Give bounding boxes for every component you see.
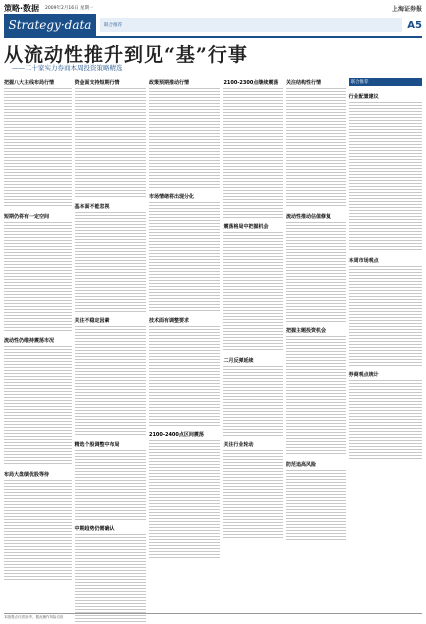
article-title: 基本面不能忽视 bbox=[74, 204, 110, 210]
article-body bbox=[149, 88, 220, 188]
article-body bbox=[286, 88, 346, 208]
section-logo: Strategy·data bbox=[4, 14, 96, 36]
article-title: 2100-2400点区间震荡 bbox=[148, 432, 204, 438]
article-title: 关注结构性行情 bbox=[286, 80, 322, 86]
article-title: 关注行业轮动 bbox=[223, 442, 254, 448]
article-title: 中期趋势仍需确认 bbox=[74, 526, 115, 532]
article-title: 市场情绪将出现分化 bbox=[148, 194, 194, 200]
column-5 bbox=[286, 76, 346, 624]
article-title: 震荡格局中把握机会 bbox=[223, 224, 269, 230]
column-2 bbox=[75, 76, 146, 624]
article-title: 把握主题投资机会 bbox=[286, 328, 327, 334]
section-name: 策略·数据 bbox=[4, 3, 40, 13]
article-title: 政策预期推动行情 bbox=[148, 80, 189, 86]
banner-strip: 联合推荐 bbox=[100, 18, 402, 32]
article-body bbox=[349, 102, 422, 252]
article-body bbox=[75, 450, 146, 520]
sub-headline: ——二十家实力券商本周投资策略精选 bbox=[12, 64, 123, 72]
article-title: 布局大盘绩优股等待 bbox=[4, 472, 50, 478]
main-headline: 从流动性推升到见“基”行事 bbox=[4, 44, 248, 66]
column-1 bbox=[4, 76, 72, 624]
page-number: A5 bbox=[407, 19, 422, 31]
column-4 bbox=[223, 76, 283, 624]
article-body bbox=[75, 88, 146, 198]
article-title: 资金面支持短期行情 bbox=[74, 80, 120, 86]
top-bar bbox=[4, 2, 422, 14]
article-body bbox=[149, 440, 220, 560]
article-title: 把握八大主线布局行情 bbox=[4, 80, 55, 86]
column-6 bbox=[349, 76, 422, 624]
article-body bbox=[149, 326, 220, 426]
page-footer: 本版观点仅供参考，据此操作风险自担 bbox=[4, 613, 422, 620]
article-title: 防范追高风险 bbox=[286, 462, 317, 468]
article-title: 流动性仍维持震荡市况 bbox=[4, 338, 55, 344]
date-info: 2009年2月16日 星期一 bbox=[45, 6, 94, 11]
article-body bbox=[349, 266, 422, 366]
article-body bbox=[149, 202, 220, 312]
article-body bbox=[223, 232, 283, 352]
article-body bbox=[75, 212, 146, 312]
article-body bbox=[286, 222, 346, 322]
article-body bbox=[75, 326, 146, 436]
article-body bbox=[4, 346, 72, 466]
article-title: 2100-2300点继续震荡 bbox=[223, 80, 279, 86]
section-banner bbox=[4, 14, 422, 38]
article-title: 券商观点统计 bbox=[348, 372, 379, 378]
article-title: 技术面有调整要求 bbox=[148, 318, 189, 324]
article-title: 二月反弹延续 bbox=[223, 358, 254, 364]
article-body bbox=[286, 336, 346, 456]
article-title: 短期仍将有一定空间 bbox=[4, 214, 50, 220]
article-title: 精选个股调整中布局 bbox=[74, 442, 120, 448]
column-3 bbox=[149, 76, 220, 624]
article-title: 行业配置建议 bbox=[348, 94, 379, 100]
article-body bbox=[4, 222, 72, 332]
article-body bbox=[349, 380, 422, 460]
article-body bbox=[4, 480, 72, 580]
article-columns bbox=[4, 76, 422, 624]
article-body bbox=[223, 366, 283, 436]
article-body bbox=[286, 470, 346, 540]
article-title: 本周市场观点 bbox=[348, 258, 379, 264]
article-title: 流动性推动估值修复 bbox=[286, 214, 332, 220]
masthead-brand: 上海证券报 bbox=[391, 5, 422, 13]
article-body bbox=[75, 534, 146, 624]
right-box-header: 联合推荐 bbox=[349, 78, 422, 86]
article-body bbox=[223, 450, 283, 540]
article-title: 关注不稳定因素 bbox=[74, 318, 110, 324]
article-body bbox=[223, 88, 283, 218]
article-body bbox=[4, 88, 72, 208]
